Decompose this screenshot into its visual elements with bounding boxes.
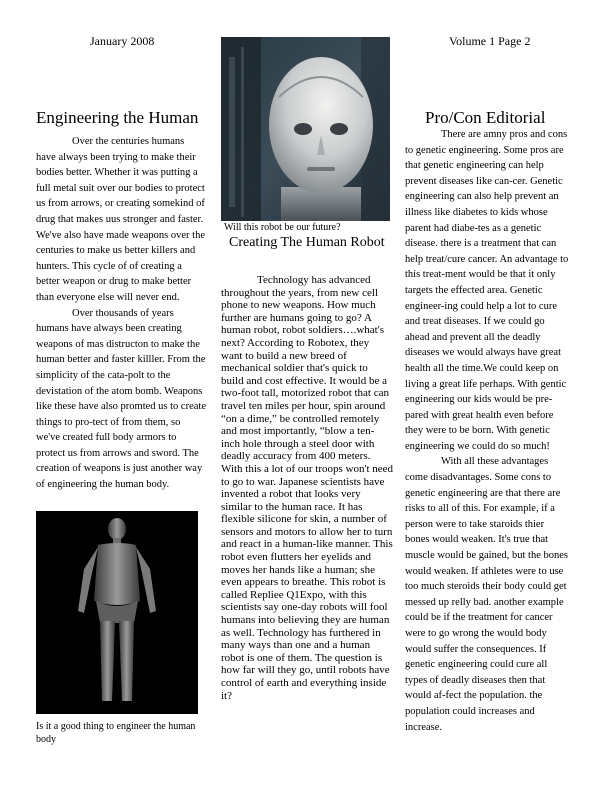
- robot-head-image: [221, 37, 390, 221]
- left-paragraph: Over the centuries humans have always been trying to make their bodies better. Whether it was putting a full metal suit over our bodies to protect us from arrows, or creating somekind of drug that makes uus stronger and faster. We've also have made weapons over the centuries to make us better killers and hunters. This cycle of of creating a better weapon or drug to make better than everyone else will never end.: [36, 136, 205, 303]
- middle-article-title: Creating The Human Robot: [229, 235, 385, 250]
- left-paragraph: Over thousands of years humans have always been creating weapons of mas distructon to make the human better and faster killler. From the simplicity of the cata-polt to the devistation of the atom bomb. Weapons like these have also promted us to create things to pro-tect of from them, so we've created full body armors to protect us from arrows and sword. The creation of weapons is just another way of engineering the human body.: [36, 307, 206, 491]
- right-paragraph: With all these advantages come disadvantages. Some cons to genetic engineering are that there are risks to all of this. For example, if a person were to take staroids thier bones would weaken. It's true that muscle would be gained, but the bones would weaken. If athletes were to use too much steroids their body could get messed up relly bad. another example could be if the treatment for cancer were to go wrong the would body would suffer the consequences. If genetic engineering could cure all types of deadly diseases then that would af-fect the population. the population could increases and increase.: [405, 456, 569, 733]
- middle-paragraph: Technology has advanced throughout the years, from new cell phone to new weapons. How much further are humans going to go? A human robot, robot soldiers….what's next? According to Robotex, they want to build a new breed of mechanical soldier that's quick to build and cost effective. It would be a two-foot tall, motorized robot that can travel ten miles per hour, spin around “on a dime,” be controlled remotely and most importantly, “blow a ten-inch hole through a steel door with deadly accuracy from 400 meters. With this a lot of our troops won't need to go to war. Japanese scientists have invented a robot that looks very similar to the human race. It has flexible silicone for skin, a number of sensors and motors to allow her to turn and react in a human-like manner. This robot even flutters her eyelids and moves her hands like a human; she even appears to breathe. This robot is called Repliee Q1Expo, with this scientists say one-day robots will fool humans into believing they are human as well. Technology has furthered in many ways than one and a human robot is one of them. The question is how far will they go, until robots have control of earth and everything inside it?: [221, 274, 394, 702]
- body-photo: [36, 511, 198, 714]
- right-article-title: Pro/Con Editorial: [425, 108, 546, 127]
- middle-article-body: [221, 274, 393, 702]
- volume-page: Volume 1 Page 2: [449, 34, 531, 48]
- robot-caption: Will this robot be our future?: [224, 222, 341, 233]
- right-article-body: [405, 127, 571, 735]
- left-article-body: [36, 134, 206, 493]
- issue-date: January 2008: [90, 34, 155, 48]
- left-article-title: Engineering the Human: [36, 108, 199, 127]
- right-paragraph: There are amny pros and cons to genetic engineering. Some pros are that genetic engineering can help prevent diseases like can-cer. Genetic engineering can also help prevent an illness like diabetes to kids whose parent had diabe-tes as a genetic disease. there is a treatment that can help treat/cure cancer. An advantage to this treat-ment would be that it only targets the effected area. Genetic engineer-ing could help a lot to cure and treat diseases. If we could go ahead and prevent all the deadly diseases we would always have great health all the time.We could keep on living a great life perhaps. With gentic engineering our kids would be pre-pared with great health even before they were to be born. With genetic engineering we could do so much!: [405, 129, 569, 452]
- body-caption: Is it a good thing to engineer the human body: [36, 721, 196, 745]
- human-body-image: [36, 511, 198, 714]
- robot-photo: [221, 37, 390, 221]
